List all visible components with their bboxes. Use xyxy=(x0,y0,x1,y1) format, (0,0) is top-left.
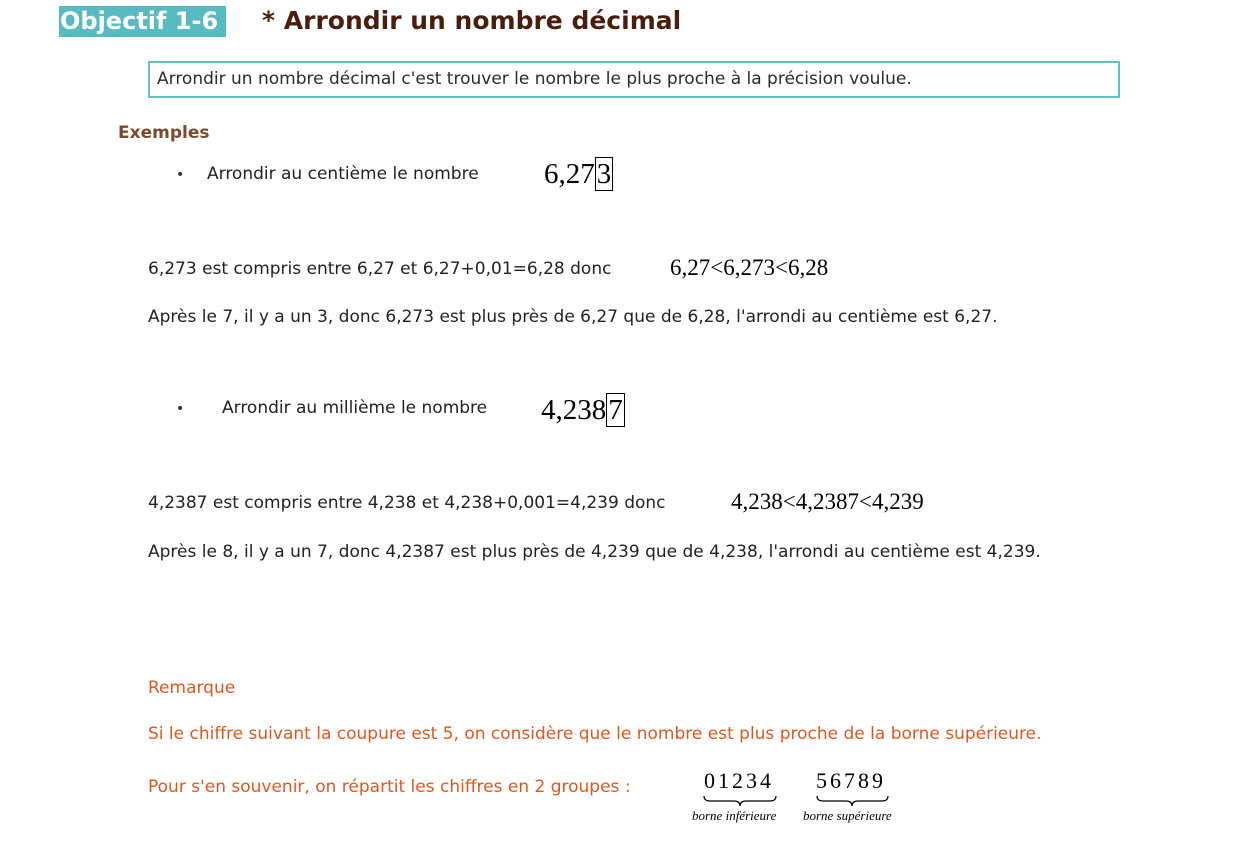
ineq-c: 6,28 xyxy=(787,255,829,280)
digits-low-group: 01234 xyxy=(704,768,774,793)
example1-number xyxy=(544,157,613,191)
definition-text: Arrondir un nombre décimal c'est trouver le nombre le plus proche à la précision voulue. xyxy=(157,69,912,89)
example2-inequality xyxy=(731,489,924,515)
example1-prompt: Arrondir au centième le nombre xyxy=(207,164,479,184)
underbrace-icons xyxy=(700,795,900,809)
example2-number xyxy=(541,393,625,427)
ineq-c: 4,239 xyxy=(871,489,924,514)
lt-sign: < xyxy=(782,489,796,514)
remark-heading: Remarque xyxy=(148,678,236,698)
example1-line1-text: 6,273 est compris entre 6,27 et 6,27+0,01=6,28 donc xyxy=(148,259,612,279)
underbrace-low-icon xyxy=(704,796,776,806)
lt-sign: < xyxy=(774,255,788,280)
example1-line2: Après le 7, il y a un 3, donc 6,273 est plus près de 6,27 que de 6,28, l'arrondi au centième est 6,27. xyxy=(148,307,998,327)
digits-high-group: 56789 xyxy=(816,768,886,793)
ineq-b: 4,2387 xyxy=(795,489,859,514)
bullet-icon: • xyxy=(176,167,185,183)
example2-line1 xyxy=(148,493,666,513)
lt-sign: < xyxy=(858,489,872,514)
example1-number-main: 6,27 xyxy=(544,158,595,190)
definition-box xyxy=(148,61,1120,98)
examples-heading: Exemples xyxy=(118,123,210,143)
page-title: * Arrondir un nombre décimal xyxy=(262,6,682,35)
bullet-icon: • xyxy=(176,401,185,417)
ineq-a: 6,27 xyxy=(670,255,711,280)
example2-line2: Après le 8, il y a un 7, donc 4,2387 est plus près de 4,239 que de 4,238, l'arrondi au centième est 4,239. xyxy=(148,542,1041,562)
example2-number-main: 4,238 xyxy=(541,394,607,426)
example2-prompt: Arrondir au millième le nombre xyxy=(222,398,488,418)
label-borne-superieure: borne supérieure xyxy=(803,808,892,823)
underbrace-high-icon xyxy=(817,796,888,806)
objective-tag: Objectif 1-6 xyxy=(59,6,226,37)
lt-sign: < xyxy=(710,255,724,280)
example2-line1-text: 4,2387 est compris entre 4,238 et 4,238+0,001=4,239 donc xyxy=(148,493,666,513)
example2-boxed-digit: 7 xyxy=(608,394,623,426)
ineq-b: 6,273 xyxy=(723,255,775,280)
remark-line1: Si le chiffre suivant la coupure est 5, on considère que le nombre est plus proche de la borne supérieure. xyxy=(148,724,1042,744)
example1-line1 xyxy=(148,259,611,279)
example1-inequality xyxy=(670,255,828,281)
ineq-a: 4,238 xyxy=(731,489,783,514)
remark-line2: Pour s'en souvenir, on répartit les chiffres en 2 groupes : xyxy=(148,777,631,797)
label-borne-inferieure: borne inférieure xyxy=(692,808,777,823)
example1-boxed-digit: 3 xyxy=(596,158,612,190)
